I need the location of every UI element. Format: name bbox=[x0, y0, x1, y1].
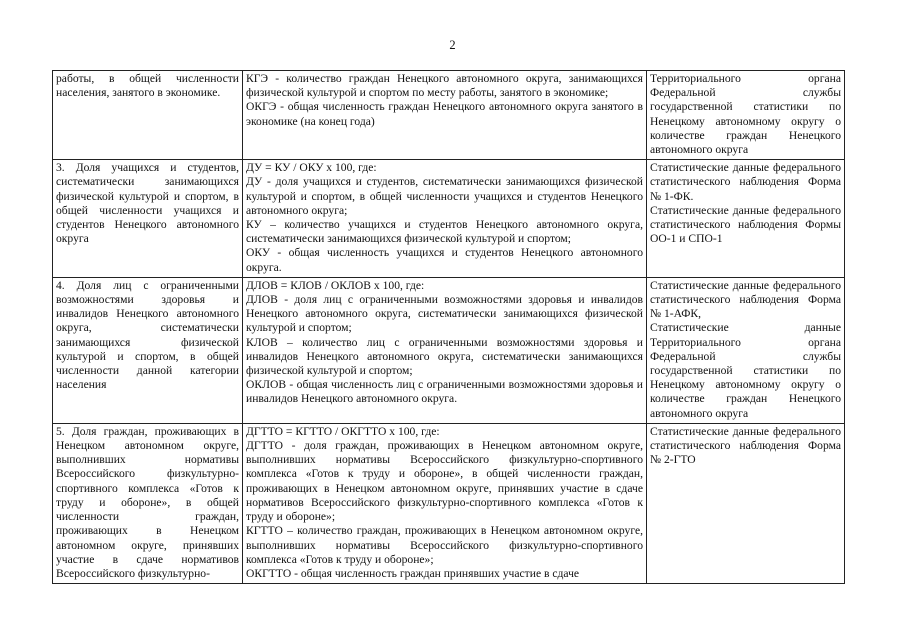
formula-line: ДЛОВ - доля лиц с ограниченными возможностями здоровья и инвалидов Ненецкого автономного округа, систематически занимающихся физической культурой и спортом; bbox=[246, 293, 643, 335]
formula-line: ДУ - доля учащихся и студентов, систематически занимающихся физической культурой и спортом, в общей численности учащихся и студентов Ненецкого автономного округа; bbox=[246, 175, 643, 217]
table-row bbox=[53, 71, 845, 160]
formula-line: ДУ = КУ / ОКУ х 100, где: bbox=[246, 161, 377, 175]
source-line: Статистические данные федерального статистического наблюдения Форма № 2-ГТО bbox=[650, 424, 841, 467]
indicator-text: работы, в общей численности населения, занятого в экономике. bbox=[56, 72, 239, 100]
formula-line: КГЭ - количество граждан Ненецкого автономного округа, занимающихся физической культурой и спортом по месту работы, занятого в экономике; bbox=[246, 72, 643, 100]
source-cell bbox=[647, 160, 845, 278]
source-line: Статистические данные федерального статистического наблюдения Форма № 1-АФК, bbox=[650, 278, 841, 321]
formula-cell bbox=[243, 277, 647, 423]
formula-line: ДГТТО - доля граждан, проживающих в Ненецком автономном округе, выполнивших нормативы Всероссийского физкультурно-спортивного комплекса «Готов к труду и обороне», в общей численности граждан, проживающих в Ненецком автономном округе, принявших участие в сдаче нормативов Всероссийского физкультурно-спортивного комплекса «Готов к труду и обороне»; bbox=[246, 439, 643, 524]
formula-line: ОКУ - общая численность учащихся и студентов Ненецкого автономного округа. bbox=[246, 246, 643, 274]
indicator-cell bbox=[53, 423, 243, 583]
formula-line: КГТТО – количество граждан, проживающих в Ненецком автономном округе, выполнивших нормативы Всероссийского физкультурно-спортивного комплекса «Готов к труду и обороне»; bbox=[246, 524, 643, 566]
source-cell bbox=[647, 71, 845, 160]
formula-cell bbox=[243, 160, 647, 278]
table-row bbox=[53, 160, 845, 278]
indicator-cell bbox=[53, 160, 243, 278]
indicator-cell bbox=[53, 277, 243, 423]
source-line: Статистические данные федерального статистического наблюдения Форма № 1-ФК. bbox=[650, 161, 841, 203]
source-line: Статистические данные Территориального органа Федеральной службы государственной статистики по Ненецкому автономному округу о количестве граждан Ненецкого автономного округа bbox=[650, 321, 841, 420]
formula-line: КУ – количество учащихся и студентов Ненецкого автономного округа, систематически занимающихся физической культурой и спортом; bbox=[246, 218, 643, 246]
formula-line: ДЛОВ = КЛОВ / ОКЛОВ х 100, где: bbox=[246, 278, 425, 292]
formula-cell bbox=[243, 423, 647, 583]
formula-line: ОКЛОВ - общая численность лиц с ограниченными возможностями здоровья и инвалидов Ненецкого автономного округа. bbox=[246, 378, 643, 406]
formula-line: ОКГТТО - общая численность граждан принявших участие в сдаче bbox=[246, 566, 580, 580]
table-row bbox=[53, 277, 845, 423]
indicator-cell bbox=[53, 71, 243, 160]
source-cell bbox=[647, 277, 845, 423]
formula-line: ДГТТО = КГТТО / ОКГТТО х 100, где: bbox=[246, 424, 440, 438]
indicators-table bbox=[52, 70, 845, 584]
formula-line: КЛОВ – количество лиц с ограниченными возможностями здоровья и инвалидов Ненецкого автономного округа, систематически занимающихся физической культурой и спортом; bbox=[246, 335, 643, 378]
indicator-text: 4. Доля лиц с ограниченными возможностями здоровья и инвалидов Ненецкого автономного округа, систематически занимающихся физической культурой и спортом, в общей численности данной категории населения bbox=[56, 278, 239, 392]
indicator-text: 3. Доля учащихся и студентов, систематически занимающихся физической культурой и спортом, в общей численности учащихся и студентов Ненецкого автономного округа bbox=[56, 161, 239, 246]
page-number: 2 bbox=[449, 38, 456, 52]
source-cell bbox=[647, 423, 845, 583]
indicator-text: 5. Доля граждан, проживающих в Ненецком автономном округе, выполнивших нормативы Всероссийского физкультурно-спортивного комплекса «Готов к труду и обороне», в общей численности граждан, проживающих в Ненецком автономном округе, принявших участие в сдаче нормативов Всероссийского физкультурно- bbox=[56, 424, 239, 580]
formula-line: ОКГЭ - общая численность граждан Ненецкого автономного округа занятого в экономике (на конец года) bbox=[246, 100, 643, 128]
source-line: Статистические данные федерального статистического наблюдения Формы ОО-1 и СПО-1 bbox=[650, 203, 841, 246]
source-line: Территориального органа Федеральной службы государственной статистики по Ненецкому автономному округу о количестве граждан Ненецкого автономного округа bbox=[650, 72, 841, 157]
table-row bbox=[53, 423, 845, 583]
formula-cell bbox=[243, 71, 647, 160]
